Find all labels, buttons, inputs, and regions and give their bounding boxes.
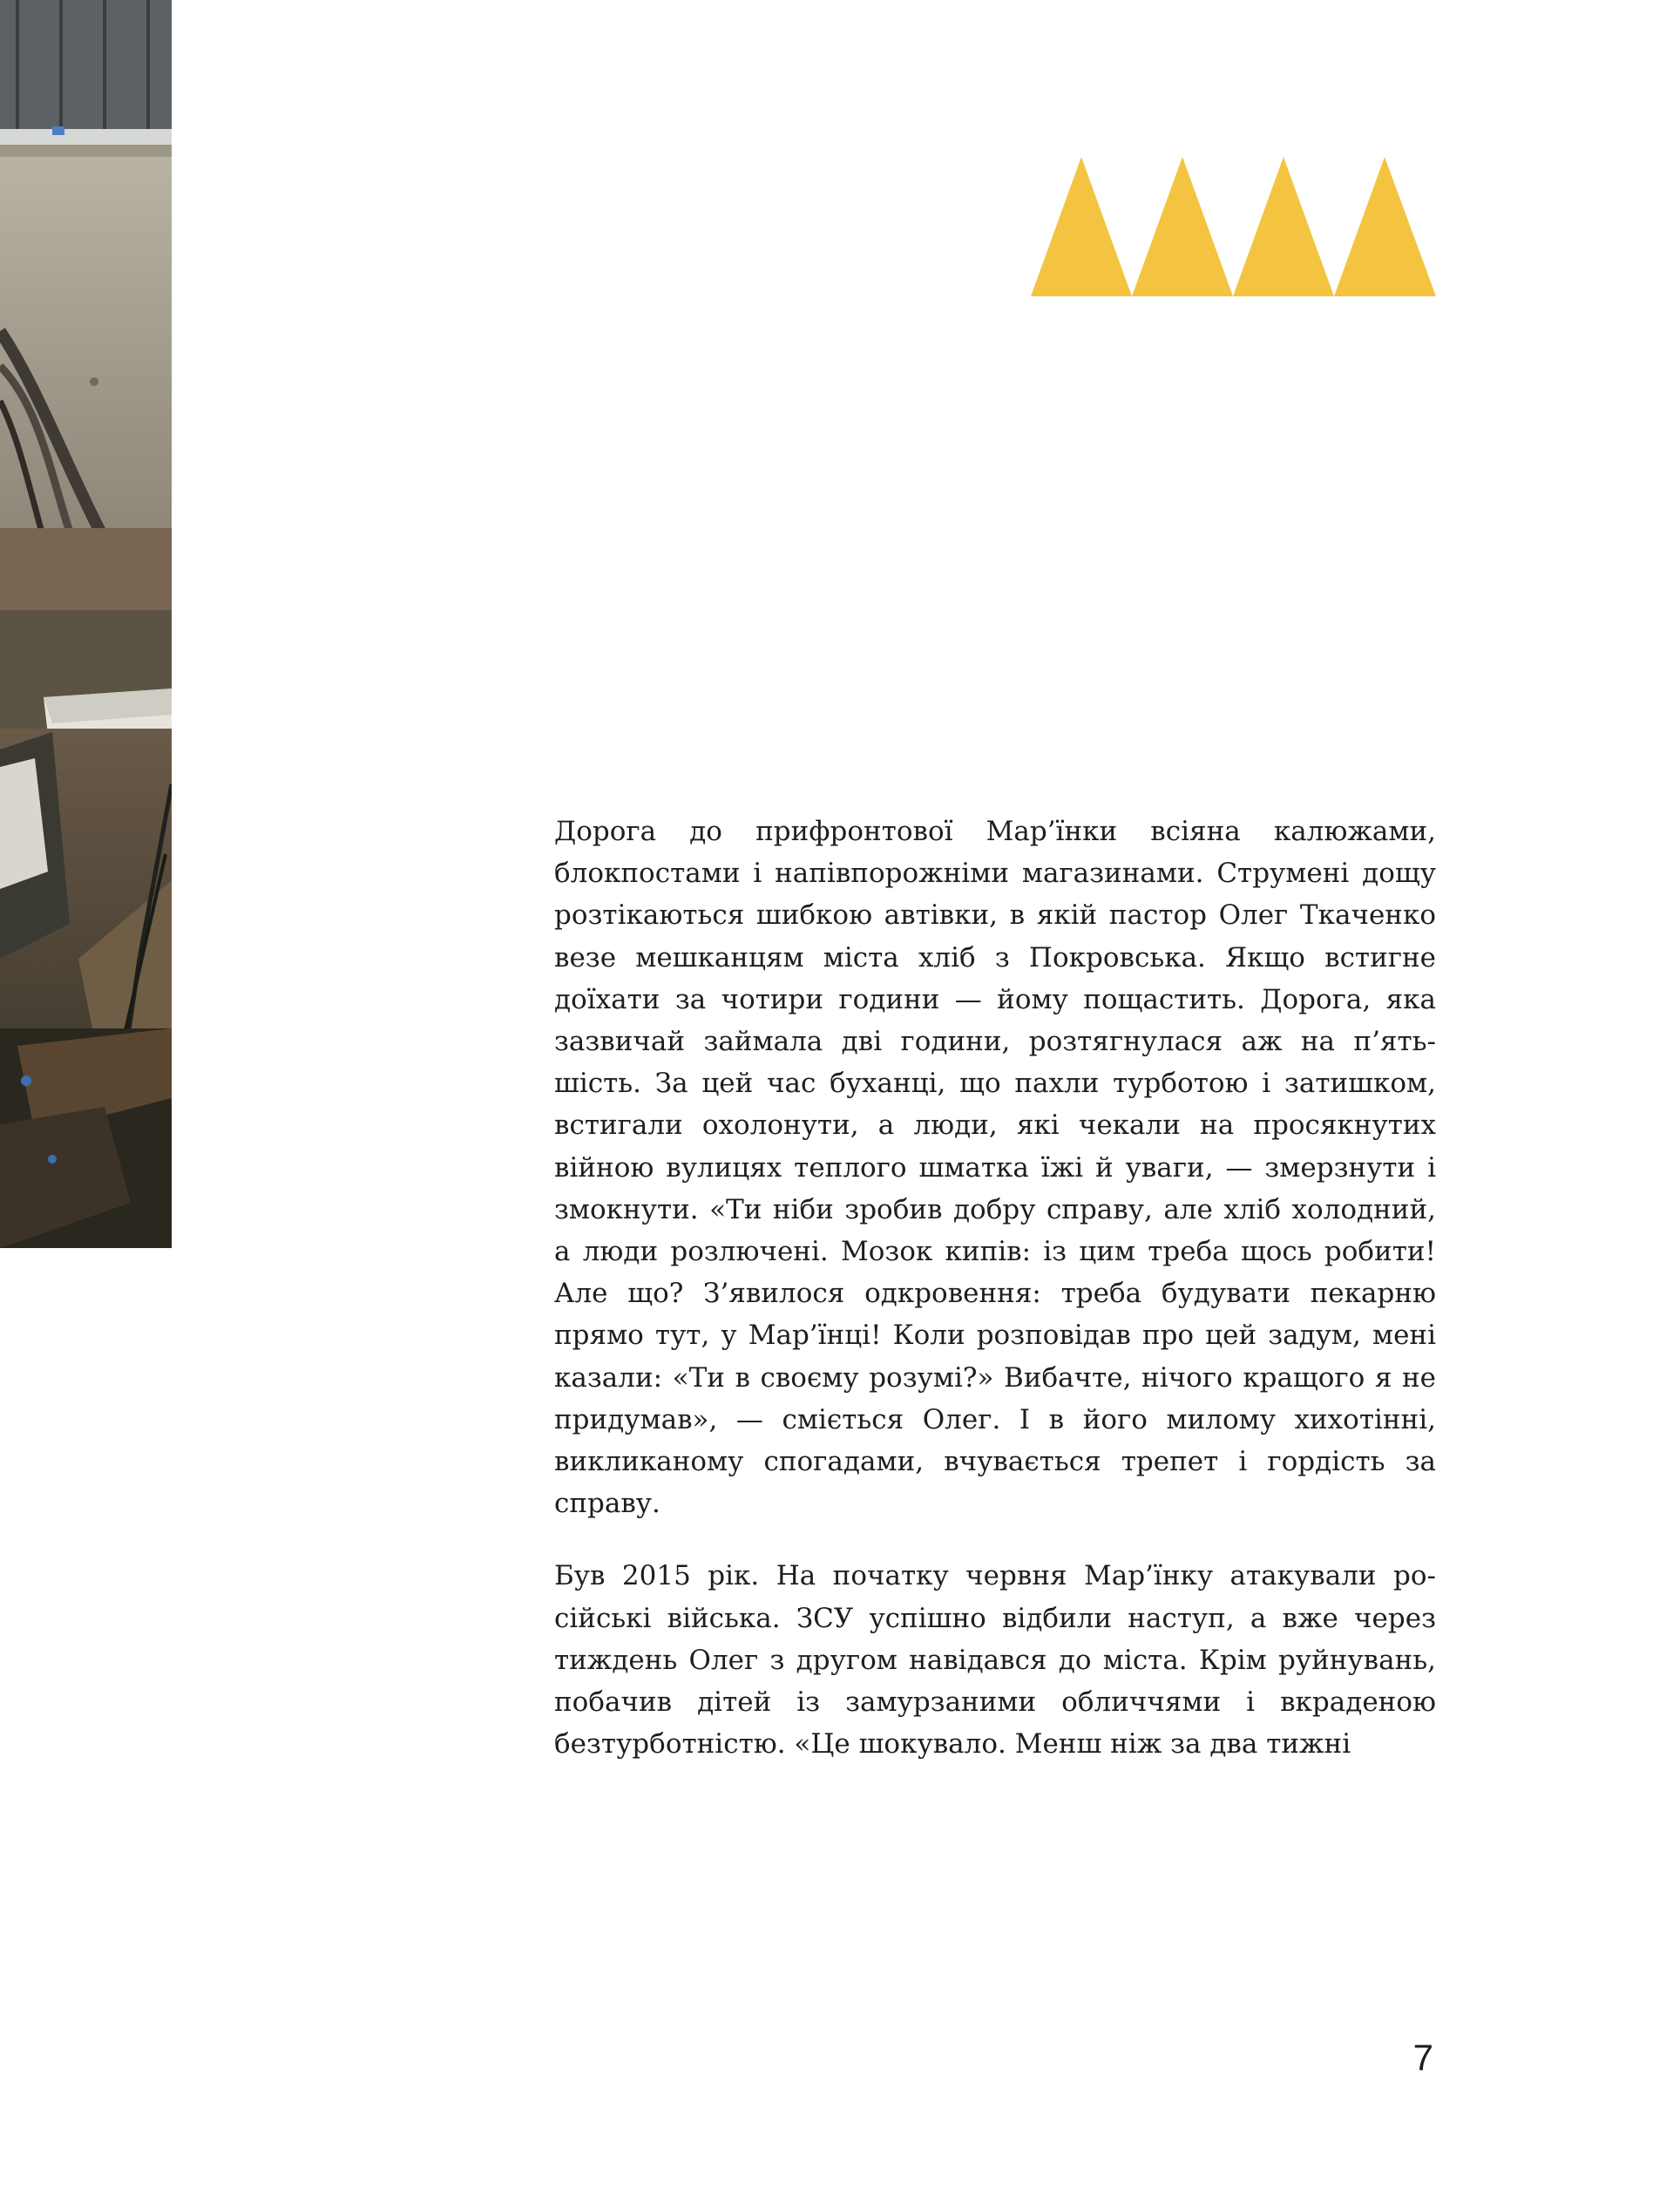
paragraph: Дорога до прифронтової Мар’їнки всіяна калюжами, блокпостами і напівпорожніми магазинами. Струмені дощу розтікаються шибкою автівки, в якій пастор Олег Ткаченко везе мешканцям міста хліб з Покровська. Якщо встигне доїхати за чотири години — йому пощастить. Дорога, яка зазвичай займала дві години, розтягнулася аж на п’ять-шість. За цей час буханці, що пахли турботою і затишком, встигали охолонути, а люди, які чекали на просякнутих війною вулицях теплого шматка їжі й уваги, — змерзнути і змокнути. «Ти ніби зробив добру справу, але хліб холодний, а люди розлючені. Мозок кипів: із цим треба щось робити! Але що? З’явилося одкровення: треба будувати пекарню прямо тут, у Мар’їнці! Коли розповідав про цей задум, мені казали: «Ти в своєму розумі?» Вибачте, нічого кращого я не придумав», — сміється Олег. І в його милому хихотінні, викликаному спогадами, вчувається трепет і гордість за справу. — [554, 816, 1436, 1520]
page-number: 7 — [1412, 2037, 1433, 2078]
triangle-icon — [1031, 157, 1132, 296]
triangle-icon — [1132, 157, 1233, 296]
war-ruins-photo — [0, 0, 172, 1248]
decorative-triangles — [1031, 157, 1436, 296]
triangle-icon — [1233, 157, 1334, 296]
article-body — [554, 811, 1436, 1765]
triangle-icon — [1334, 157, 1436, 296]
paragraph: Був 2015 рік. На початку червня Мар’їнку атакували російські війська. ЗСУ успішно відбили наступ, а вже через тиждень Олег з другом навідався до міста. Крім руйнувань, побачив дітей із замурзаними обличчями і вкраденою безтурботністю. «Це шокувало. Менш ніж за два тижні — [554, 1560, 1436, 1761]
